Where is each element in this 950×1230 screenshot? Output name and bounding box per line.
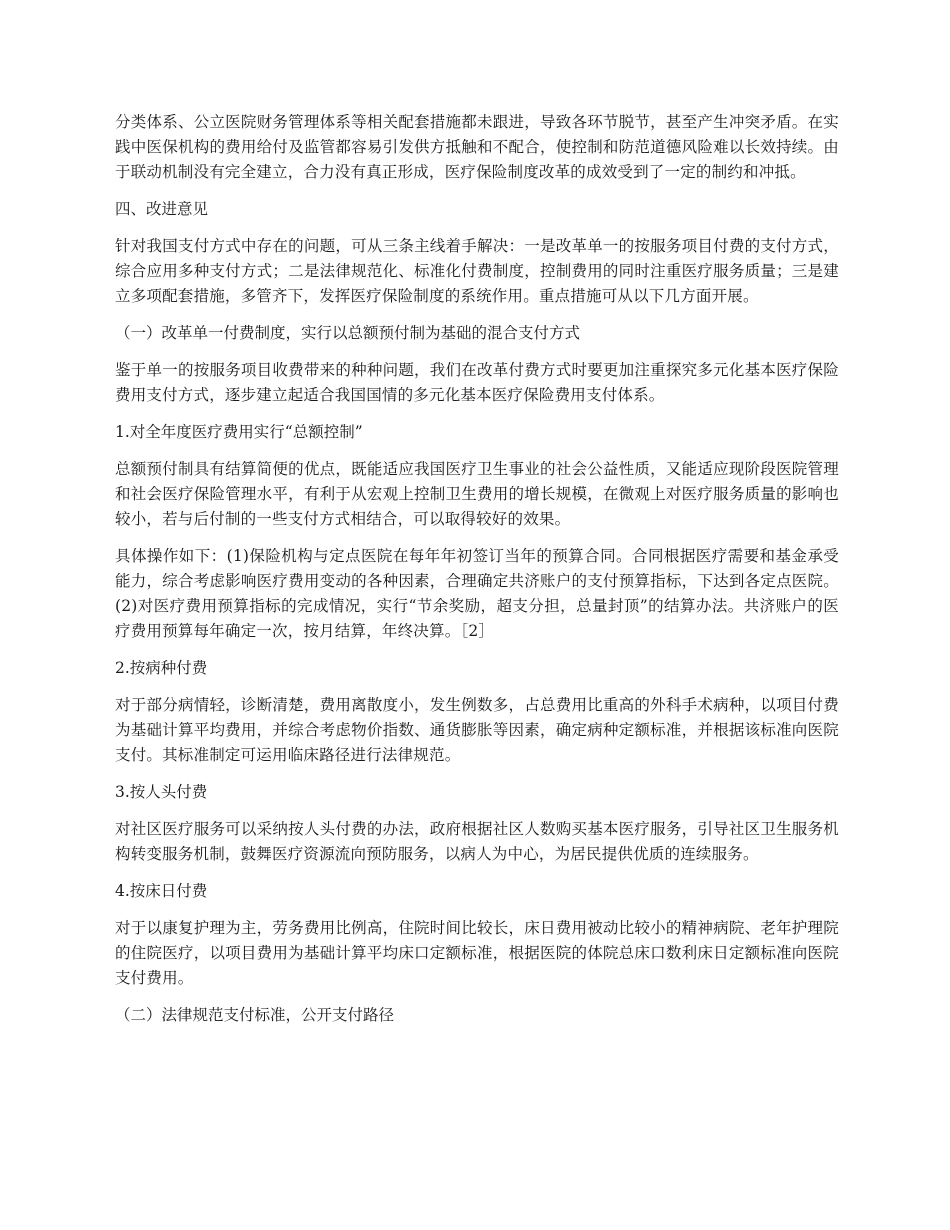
paragraph-3: 鉴于单一的按服务项目收费带来的种种问题，我们在改革付费方式时要更加注重探究多元化基本医疗保险费用支付方式，逐步建立起适合我国国情的多元化基本医疗保险费用支付体系。 [115,361,839,404]
subsection-heading-2: （二）法律规范支付标准，公开支付路径 [115,1006,395,1024]
document-body [115,110,839,1040]
item-heading-4: 4.按床日付费 [115,882,208,900]
section-heading-improvements: 四、改进意见 [115,200,209,218]
item-heading-1: 1.对全年度医疗费用实行“总额控制” [115,423,363,441]
paragraph-1: 分类体系、公立医院财务管理体系等相关配套措施都未跟进，导致各环节脱节，甚至产生冲突矛盾。在实践中医保机构的费用给付及监管都容易引发供方抵触和不配合，使控制和防范道德风险难以长效持续。由于联动机制没有完全建立，合力没有真正形成，医疗保险制度改革的成效受到了一定的制约和冲抵。 [115,113,839,181]
paragraph-8: 对于以康复护理为主，劳务费用比例高，住院时间比较长，床日费用被动比较小的精神病院、老年护理院的住院医疗，以项目费用为基础计算平均床口定额标准，根据医院的体院总床口数利床日定额标准向医院支付费用。 [115,919,839,987]
subsection-heading-1: （一）改革单一付费制度，实行以总额预付制为基础的混合支付方式 [115,324,581,342]
paragraph-6: 对于部分病情轻，诊断清楚，费用离散度小，发生例数多，占总费用比重高的外科手术病种，以项目付费为基础计算平均费用，并综合考虑物价指数、通货膨胀等因素，确定病种定额标准，并根据该标准向医院支付。其标准制定可运用临床路径进行法律规范。 [115,696,839,764]
item-heading-3: 3.按人头付费 [115,783,208,801]
paragraph-7: 对社区医疗服务可以采纳按人头付费的办法，政府根据社区人数购买基本医疗服务，引导社区卫生服务机构转变服务机制，鼓舞医疗资源流向预防服务，以病人为中心，为居民提供优质的连续服务。 [115,820,839,863]
paragraph-5: 具体操作如下：(1)保险机构与定点医院在每年年初签订当年的预算合同。合同根据医疗需要和基金承受能力，综合考虑影响医疗费用变动的各种因素，合理确定共济账户的支付预算指标，下达到各定点医院。(2)对医疗费用预算指标的完成情况，实行“节余奖励，超支分担，总量封顶”的结算办法。共济账户的医疗费用预算每年确定一次，按月结算，年终决算。［2］ [115,547,839,640]
paragraph-4: 总额预付制具有结算简便的优点，既能适应我国医疗卫生事业的社会公益性质，又能适应现阶段医院管理和社会医疗保险管理水平，有利于从宏观上控制卫生费用的增长规模，在微观上对医疗服务质量的影响也较小，若与后付制的一些支付方式相结合，可以取得较好的效果。 [115,460,839,528]
item-heading-2: 2.按病种付费 [115,659,208,677]
paragraph-2: 针对我国支付方式中存在的问题，可从三条主线着手解决：一是改革单一的按服务项目付费的支付方式，综合应用多种支付方式；二是法律规范化、标准化付费制度，控制费用的同时注重医疗服务质量；三是建立多项配套措施，多管齐下，发挥医疗保险制度的系统作用。重点措施可从以下几方面开展。 [115,237,839,305]
